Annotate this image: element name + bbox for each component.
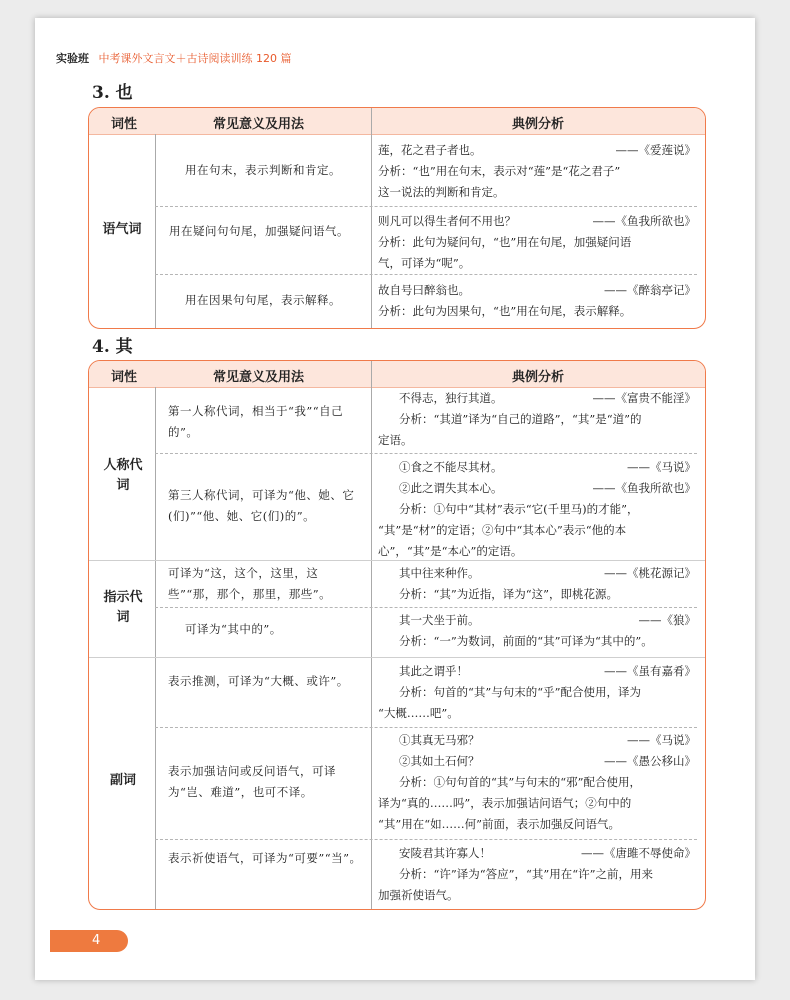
series-label: 实验班 bbox=[56, 52, 89, 65]
analysis-line: 分析：“其道”译为“自己的道路”，“其”是“道”的 bbox=[399, 412, 642, 426]
example-sentence: ①食之不能尽其材。 bbox=[399, 460, 503, 474]
example-cell bbox=[399, 661, 696, 703]
header-examples: 典例分析 bbox=[512, 370, 565, 385]
analysis-line: 分析：此句为因果句，“也”用在句尾，表示解释。 bbox=[378, 304, 632, 318]
table-qi bbox=[88, 360, 706, 910]
example-cell bbox=[399, 388, 696, 409]
meaning-cell: 用在疑问句句尾，加强疑问语气。 bbox=[169, 224, 349, 238]
example-source: ——《爱莲说》 bbox=[615, 143, 696, 157]
analysis-line: 加强祈使语气。 bbox=[378, 888, 459, 902]
header-meaning: 常见意义及用法 bbox=[213, 117, 305, 132]
example-source: ——《唐雎不辱使命》 bbox=[581, 846, 696, 860]
example-cell bbox=[378, 211, 696, 274]
example-sentence: 安陵君其许寡人！ bbox=[399, 846, 491, 860]
analysis-cell bbox=[399, 409, 696, 430]
meaning-cell: 用在因果句句尾，表示解释。 bbox=[185, 293, 341, 307]
analysis-line: “其”用在“如……何”前面，表示加强反问语气。 bbox=[378, 817, 621, 831]
example-cell bbox=[399, 843, 696, 885]
example-source: ——《桃花源记》 bbox=[604, 566, 696, 580]
example-cell bbox=[399, 563, 696, 605]
category-label: 副词 bbox=[109, 773, 136, 788]
page-number-tab bbox=[50, 930, 128, 952]
category-label: 语气词 bbox=[102, 222, 142, 237]
header-part-of-speech: 词性 bbox=[111, 370, 138, 385]
analysis-line: 分析：“许”译为“答应”，“其”用在“许”之前，用来 bbox=[399, 867, 654, 881]
analysis-line: 分析：“一”为数词，前面的“其”可译为“其中的”。 bbox=[399, 634, 653, 648]
analysis-line: “其”是“材”的定语；②句中“其本心”表示“他的本 bbox=[378, 523, 627, 537]
analysis-cell bbox=[378, 430, 696, 451]
example-source: ——《鱼我所欲也》 bbox=[592, 481, 696, 495]
example-cell bbox=[399, 610, 696, 652]
analysis-cell bbox=[378, 703, 696, 724]
analysis-line: 分析：①句中“其材”表示“它(千里马)的才能”， bbox=[399, 502, 639, 516]
analysis-line: 心”，“其”是“本心”的定语。 bbox=[378, 544, 523, 558]
category-label: 指示代词 bbox=[103, 590, 143, 625]
analysis-line: 分析：“其”为近指，译为“这”，即桃花源。 bbox=[399, 587, 619, 601]
example-sentence: 其中往来种作。 bbox=[399, 566, 480, 580]
example-source: ——《富贵不能淫》 bbox=[592, 391, 696, 405]
table-header bbox=[89, 108, 705, 135]
book-title: 中考课外文言文＋古诗阅读训练 120 篇 bbox=[98, 52, 292, 65]
meaning-cell: 用在句末，表示判断和肯定。 bbox=[185, 163, 341, 177]
header-examples: 典例分析 bbox=[512, 117, 565, 132]
analysis-cell bbox=[378, 520, 696, 562]
analysis-line: 分析：此句为疑问句，“也”用在句尾，加强疑问语 bbox=[378, 235, 632, 249]
analysis-cell bbox=[378, 885, 696, 906]
section-title-ye: 3. 也 bbox=[92, 83, 133, 103]
meaning-cell: 可译为“这，这个，这里，这些”“那，那个，那里，那些”。 bbox=[168, 566, 332, 601]
example-source: ——《愚公移山》 bbox=[604, 754, 696, 768]
example-source: ——《虽有嘉肴》 bbox=[604, 664, 696, 678]
example-sentence: 则凡可以得生者何不用也？ bbox=[378, 214, 516, 228]
meaning-cell: 可译为“其中的”。 bbox=[185, 622, 282, 636]
header-part-of-speech: 词性 bbox=[111, 117, 138, 132]
table-ye bbox=[88, 107, 706, 329]
example-cell bbox=[399, 730, 696, 793]
example-sentence: ①其真无马邪？ bbox=[399, 733, 480, 747]
analysis-line: 定语。 bbox=[378, 433, 413, 447]
analysis-line: 分析：①句句首的“其”与句末的“邪”配合使用， bbox=[399, 775, 642, 789]
example-sentence: 其一犬坐于前。 bbox=[399, 613, 480, 627]
running-header bbox=[56, 50, 292, 66]
example-source: ——《醉翁亭记》 bbox=[604, 283, 696, 297]
section-title-qi: 4. 其 bbox=[92, 337, 133, 357]
table-header bbox=[89, 361, 705, 388]
analysis-line: 译为“真的……吗”，表示加强诘问语气；②句中的 bbox=[378, 796, 632, 810]
analysis-line: 分析：句首的“其”与句末的“乎”配合使用，译为 bbox=[399, 685, 642, 699]
example-sentence: 其此之谓乎！ bbox=[399, 664, 468, 678]
example-source: ——《马说》 bbox=[627, 460, 696, 474]
analysis-line: 气，可译为“呢”。 bbox=[378, 256, 471, 270]
analysis-line: “大概……吧”。 bbox=[378, 706, 459, 720]
meaning-cell: 表示推测，可译为“大概、或许”。 bbox=[168, 674, 349, 688]
example-cell bbox=[378, 140, 696, 203]
example-sentence: 莲，花之君子者也。 bbox=[378, 143, 482, 157]
header-meaning: 常见意义及用法 bbox=[213, 370, 305, 385]
page-number: 4 bbox=[92, 933, 101, 948]
meaning-cell: 第一人称代词，相当于“我”“自己的”。 bbox=[168, 404, 344, 439]
analysis-line: 分析：“也”用在句末，表示对“莲”是“花之君子” bbox=[378, 164, 621, 178]
example-source: ——《狼》 bbox=[638, 613, 696, 627]
example-source: ——《马说》 bbox=[627, 733, 696, 747]
category-label: 人称代词 bbox=[103, 458, 143, 493]
meaning-cell: 表示祈使语气，可译为“可要”“当”。 bbox=[168, 851, 362, 865]
example-source: ——《鱼我所欲也》 bbox=[592, 214, 696, 228]
example-sentence: 故自号曰醉翁也。 bbox=[378, 283, 470, 297]
example-sentence: 不得志，独行其道。 bbox=[399, 391, 503, 405]
analysis-line: 这一说法的判断和肯定。 bbox=[378, 185, 505, 199]
example-cell bbox=[378, 280, 696, 322]
example-sentence: ②其如土石何？ bbox=[399, 754, 480, 768]
meaning-cell: 表示加强诘问或反问语气，可译为“岂、难道”，也可不译。 bbox=[168, 764, 336, 799]
example-cell bbox=[399, 457, 696, 520]
example-sentence: ②此之谓失其本心。 bbox=[399, 481, 503, 495]
meaning-cell: 第三人称代词，可译为“他、她、它(们)”“他、她、它(们)的”。 bbox=[168, 488, 355, 523]
analysis-cell bbox=[378, 793, 696, 835]
